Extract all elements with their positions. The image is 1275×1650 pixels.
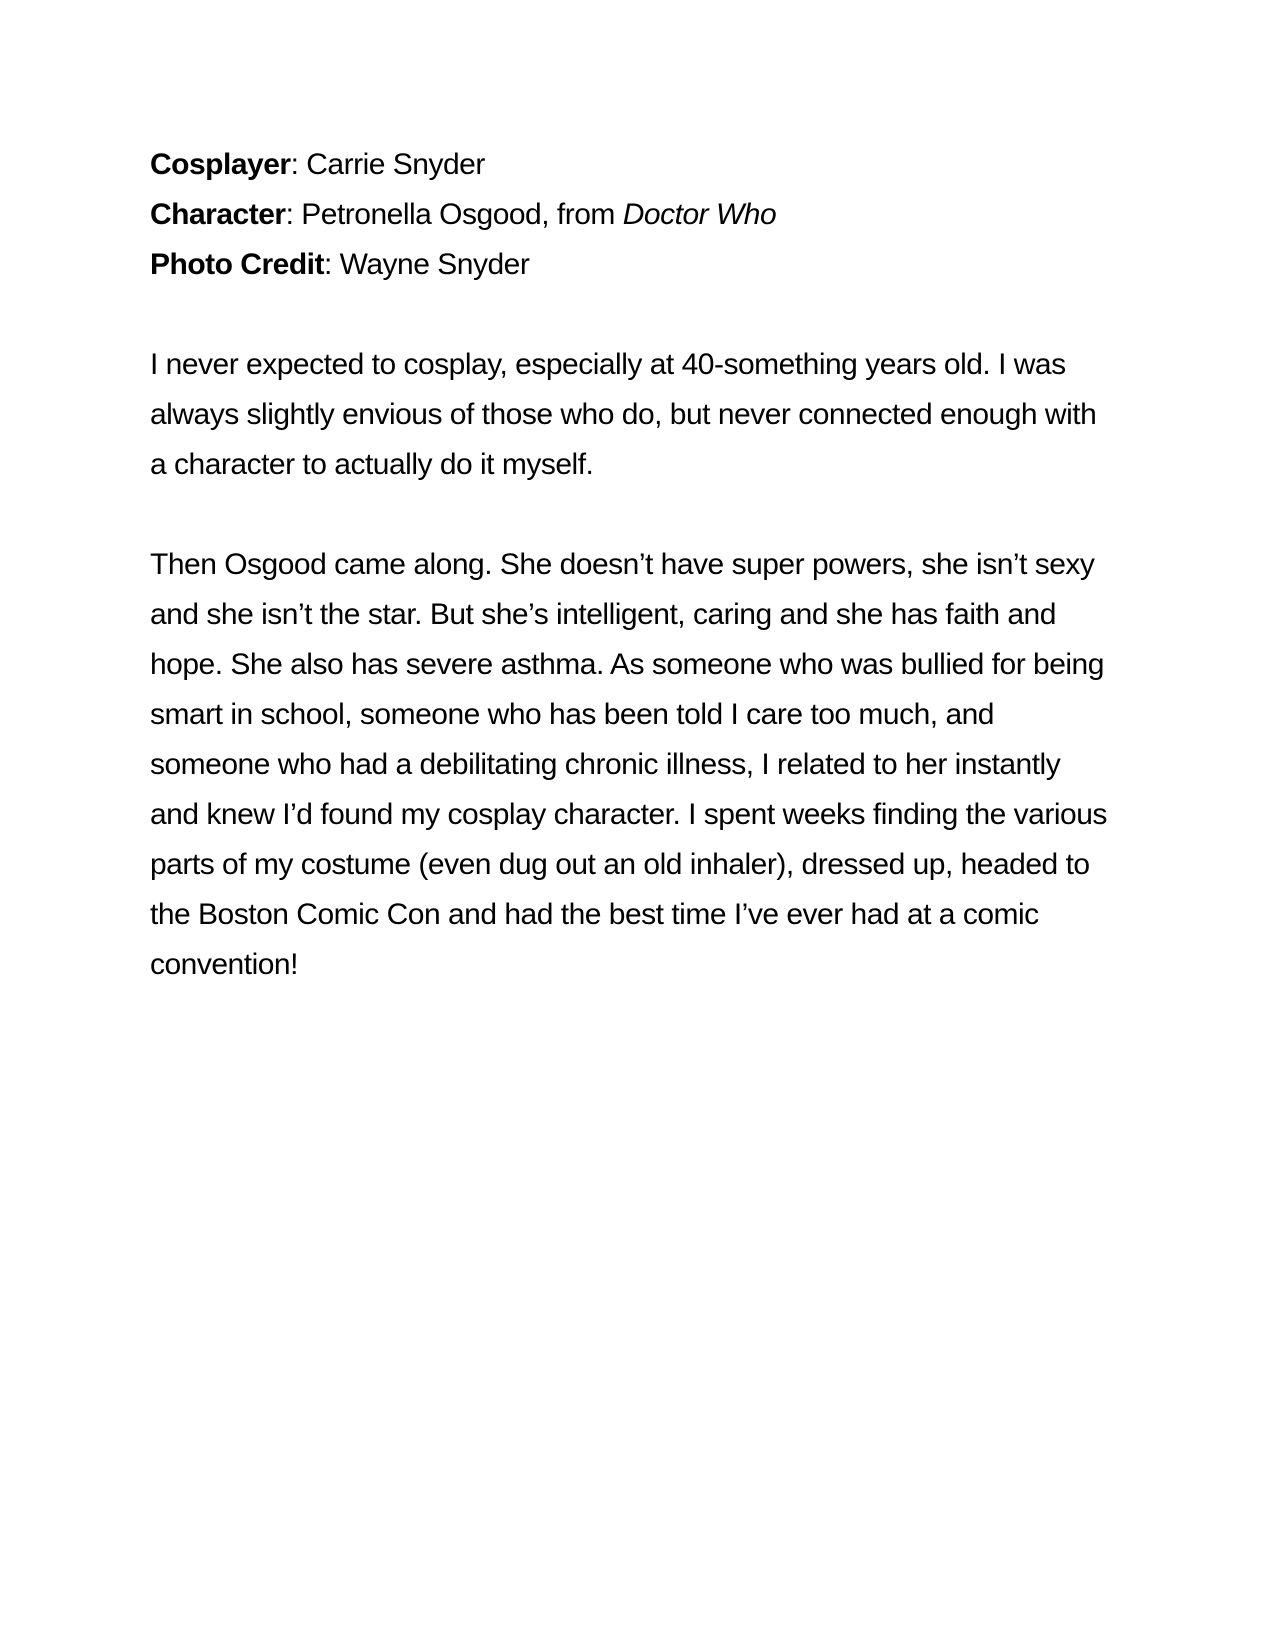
photo-credit-value: Wayne Snyder <box>339 248 530 281</box>
body-paragraph-2: Then Osgood came along. She doesn’t have super powers, she isn’t sexy and she isn’t the star. But she’s intelligent, caring and she has faith and hope. She also has severe asthma. As someone who was bullied for being smart in school, someone who has been told I care too much, and someone who had a debilitating chronic illness, I related to her instantly and knew I’d found my cosplay character. I spent weeks finding the various parts of my costume (even dug out an old inhaler), dressed up, headed to the Boston Comic Con and had the best time I’ve ever had at a comic convention! <box>150 548 1107 981</box>
character-source-title: Doctor Who <box>622 198 777 231</box>
character-value: Petronella Osgood, from <box>301 198 615 231</box>
body-paragraph-1: I never expected to cosplay, especially at 40-something years old. I was always slightly envious of those who do, but never connected enough with a character to actually do it myself. <box>150 348 1097 481</box>
cosplayer-label: Cosplayer <box>150 148 291 181</box>
credits-block <box>150 140 1110 290</box>
character-label: Character <box>150 198 286 231</box>
photo-credit-line: Photo Credit: Wayne Snyder <box>150 248 530 281</box>
photo-credit-label: Photo Credit <box>150 248 324 281</box>
cosplayer-value: Carrie Snyder <box>306 148 485 181</box>
cosplayer-line: Cosplayer: Carrie Snyder <box>150 148 485 181</box>
document-page <box>150 140 1110 1040</box>
character-line: Character: Petronella Osgood, from Doctor Who <box>150 198 777 231</box>
